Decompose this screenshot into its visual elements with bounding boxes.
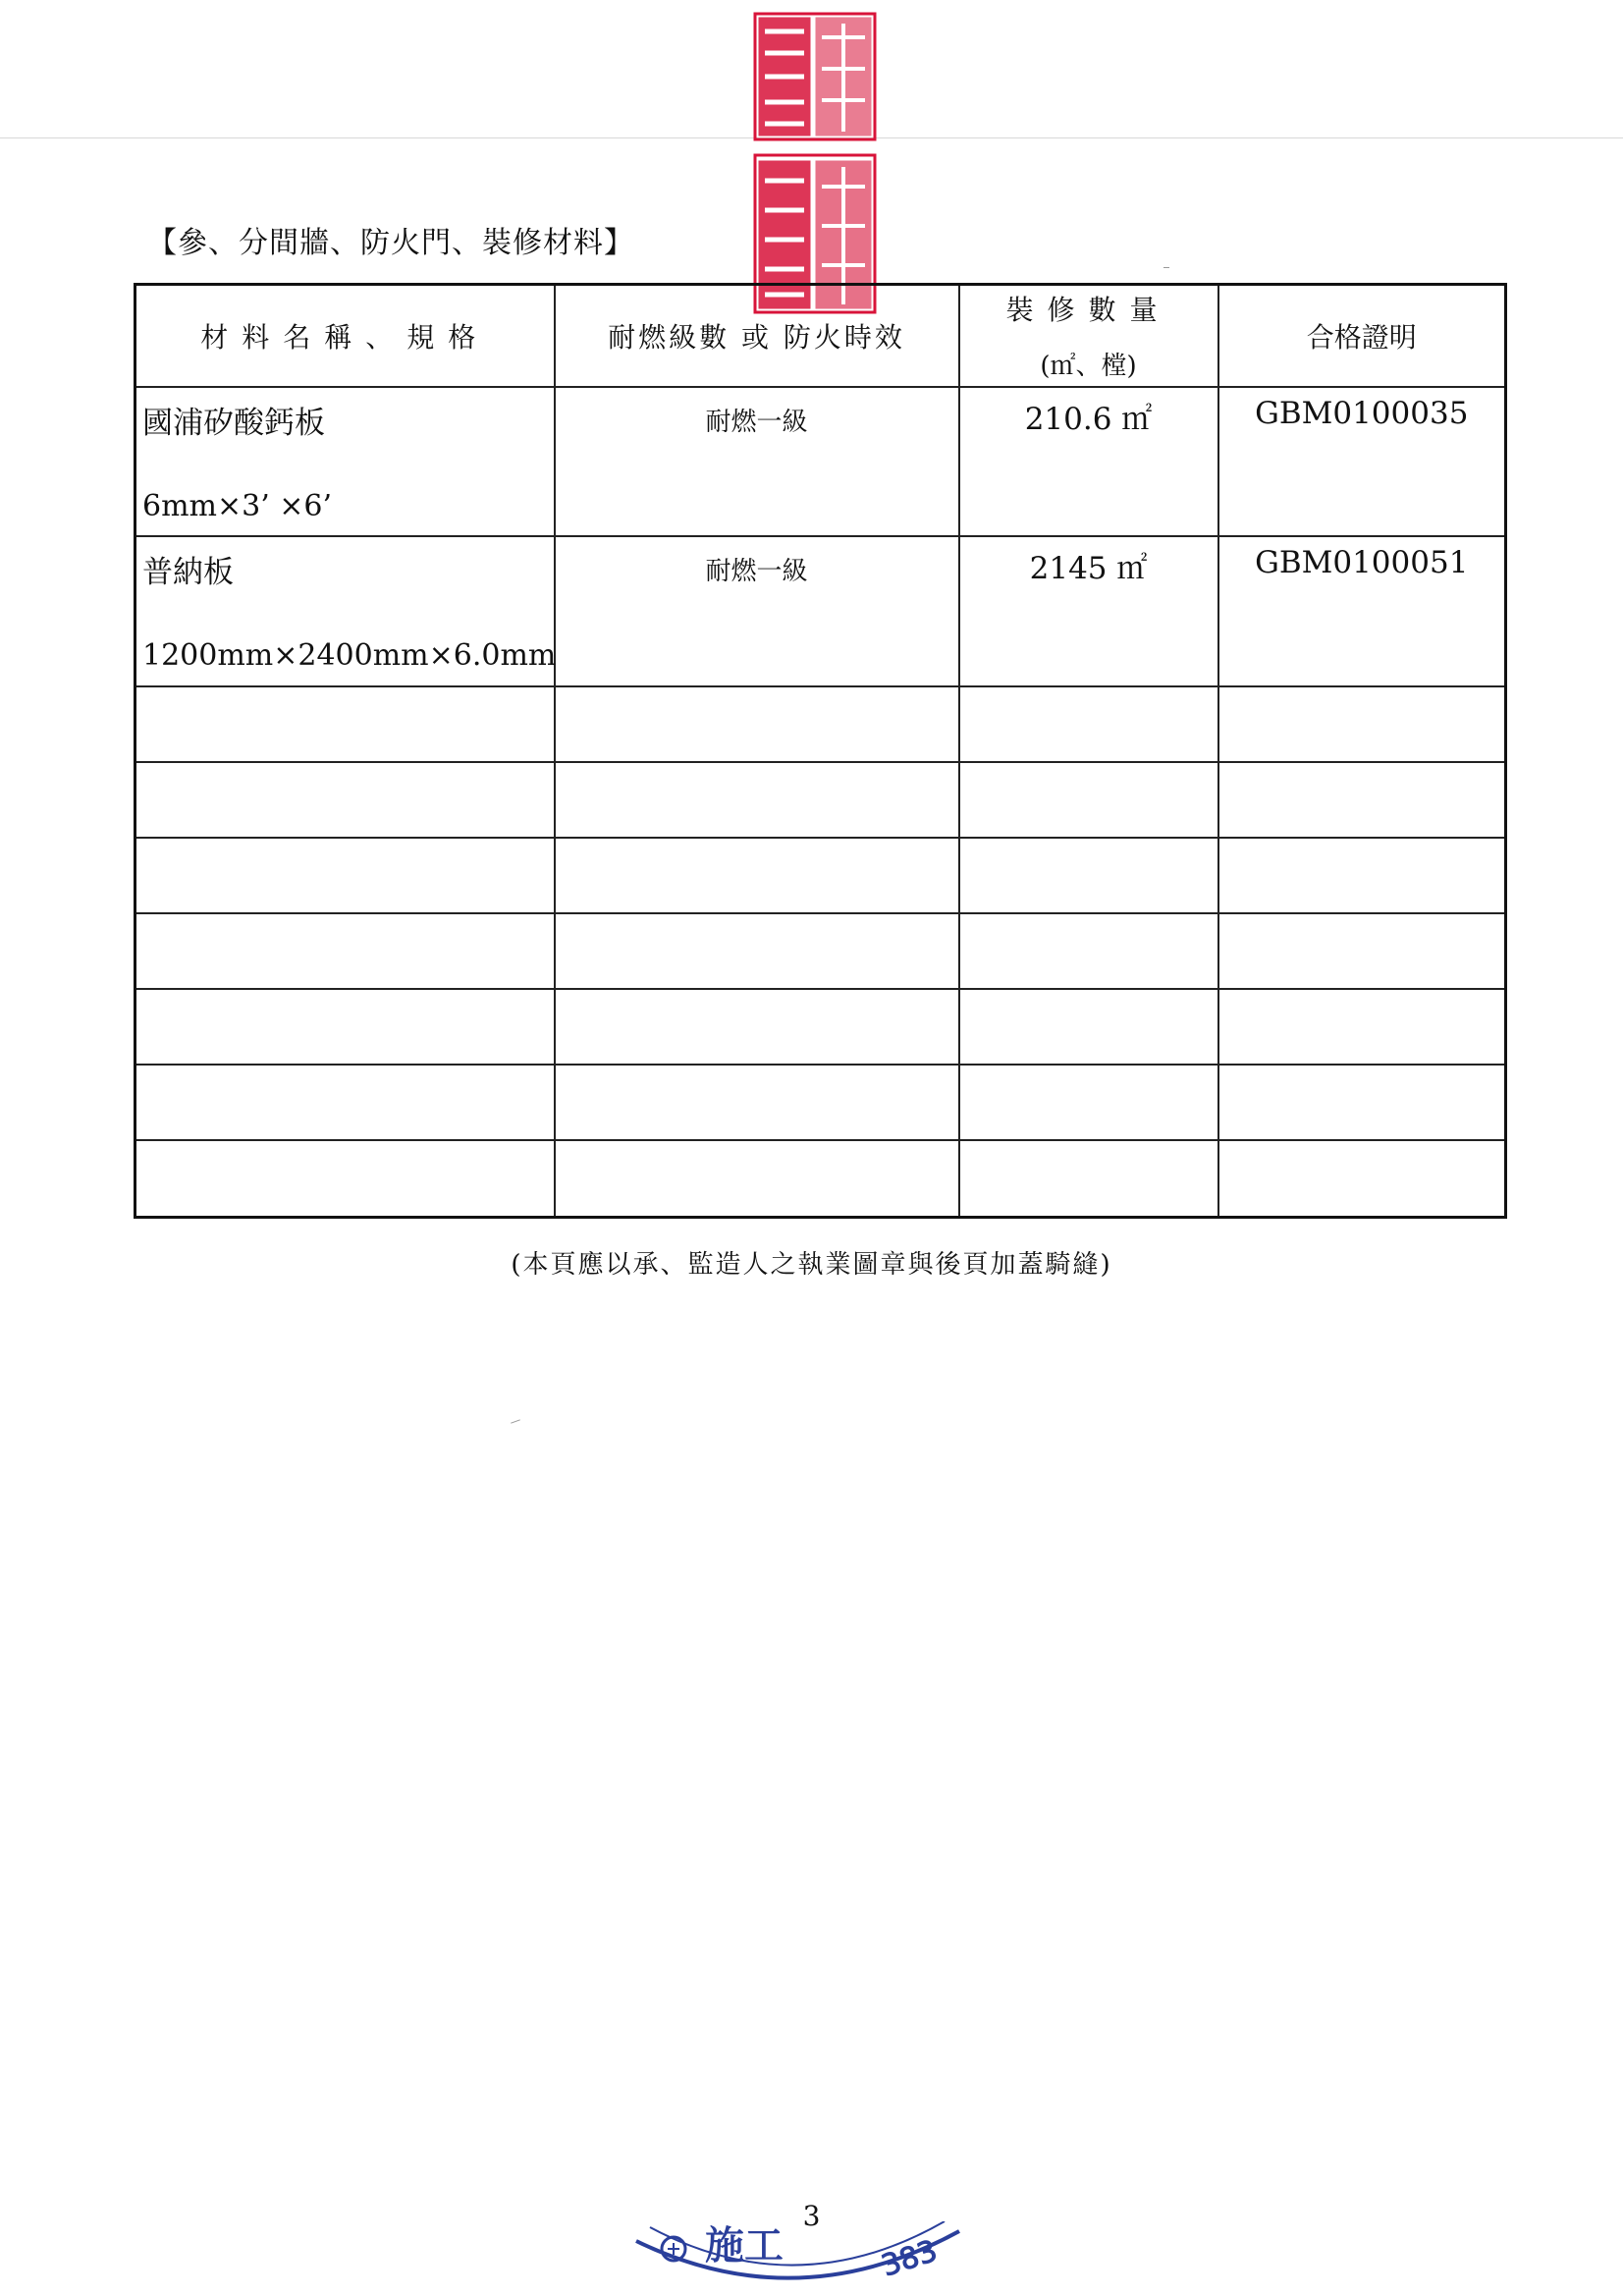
empty-row [135, 913, 1506, 989]
header-row [135, 285, 1506, 387]
material-spec: 1200mm×2400mm×6.0mm [142, 637, 557, 673]
blue-seal-stamp [628, 2221, 967, 2296]
header-quantity-line1: 裝修數量 [1005, 294, 1171, 327]
red-seal-stamp [751, 8, 879, 316]
empty-row [135, 989, 1506, 1065]
empty-row [135, 1065, 1506, 1140]
quantity-cell: 2145 ㎡ [959, 536, 1218, 686]
page-footnote: (本頁應以承、監造人之執業圖章與後頁加蓋騎縫) [511, 1250, 1112, 1280]
fire-grade-cell: 耐燃一級 [555, 536, 959, 686]
scan-speck [1163, 267, 1169, 268]
certificate-cell: GBM0100035 [1218, 387, 1506, 536]
header-material-name: 材料名稱、規格 [135, 285, 555, 387]
page-number: 3 [802, 2200, 821, 2232]
empty-row [135, 686, 1506, 762]
empty-row [135, 838, 1506, 913]
quantity-cell: 210.6 ㎡ [959, 387, 1218, 536]
svg-text:383: 383 [877, 2233, 942, 2284]
material-name: 普納板 [142, 554, 234, 590]
svg-text:施工: 施工 [705, 2223, 784, 2269]
material-name-cell [135, 387, 555, 536]
fire-grade-cell: 耐燃一級 [555, 387, 959, 536]
empty-row [135, 1140, 1506, 1218]
certificate-cell: GBM0100051 [1218, 536, 1506, 686]
table-row [135, 536, 1506, 686]
header-quantity [959, 285, 1218, 387]
material-spec: 6mm×3’ ×6’ [142, 488, 333, 523]
materials-table [134, 283, 1507, 1219]
scan-speck [511, 1419, 520, 1423]
table-row [135, 387, 1506, 536]
section-title: 【參、分間牆、防火門、裝修材料】 [147, 226, 634, 260]
header-certificate: 合格證明 [1218, 285, 1506, 387]
header-quantity-line2: (㎡、樘) [1040, 352, 1137, 382]
empty-row [135, 762, 1506, 838]
header-fire-grade: 耐燃級數 或 防火時效 [555, 285, 959, 387]
material-name-cell [135, 536, 555, 686]
material-name: 國浦矽酸鈣板 [142, 405, 325, 441]
